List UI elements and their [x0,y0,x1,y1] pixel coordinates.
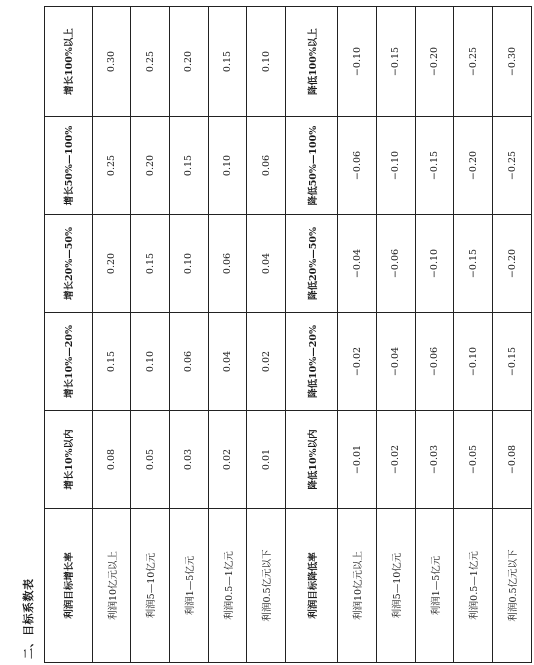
section-heading: 二、目标系数表 [22,578,35,659]
table-cell: 0.02 [208,411,247,509]
table-cell: 0.06 [170,313,209,411]
table-cell: −0.10 [415,215,454,313]
table-cell: 0.04 [208,313,247,411]
row-label: 利润0.5亿元以下 [247,509,286,663]
table-cell: 0.15 [170,117,209,215]
table-row [208,7,247,663]
table-cell: 0.20 [131,117,170,215]
table-cell: 0.15 [208,7,247,117]
table-cell: −0.15 [493,313,532,411]
table-cell: −0.25 [454,7,493,117]
table-cell: 0.10 [170,215,209,313]
table-cell: −0.10 [338,7,377,117]
header-cell: 降低10%—20% [286,313,338,411]
table-cell: −0.30 [493,7,532,117]
row-label: 利润0.5亿元以下 [493,509,532,663]
table-cell: 0.20 [170,7,209,117]
header-cell: 降低10%以内 [286,411,338,509]
table-row [170,7,209,663]
table-cell: −0.20 [454,117,493,215]
table-row [454,7,493,663]
table-cell: 0.10 [247,7,286,117]
header-cell: 增长10%—20% [45,313,93,411]
table-row [377,7,416,663]
table-cell: 0.02 [247,313,286,411]
table-cell: 0.01 [247,411,286,509]
table-row [131,7,170,663]
table-cell: −0.25 [493,117,532,215]
table-cell: −0.06 [415,313,454,411]
row-label: 利润0.5—1亿元 [454,509,493,663]
table-cell: 0.06 [208,215,247,313]
increase-header-row [45,7,93,663]
table-cell: −0.20 [415,7,454,117]
table-cell: 0.25 [92,117,131,215]
table-cell: −0.08 [493,411,532,509]
table-row [247,7,286,663]
table-cell: 0.04 [247,215,286,313]
table-cell: 0.20 [92,215,131,313]
header-cell: 利润目标降低率 [286,509,338,663]
table-row [338,7,377,663]
table-cell: −0.20 [493,215,532,313]
row-label: 利润10亿元以上 [338,509,377,663]
table-cell: −0.10 [377,117,416,215]
header-cell: 增长10%以内 [45,411,93,509]
table-cell: 0.03 [170,411,209,509]
table-cell: −0.02 [338,313,377,411]
table-cell: −0.02 [377,411,416,509]
decrease-header-row [286,7,338,663]
row-label: 利润5—10亿元 [131,509,170,663]
table-cell: −0.10 [454,313,493,411]
row-label: 利润0.5—1亿元 [208,509,247,663]
header-cell: 降低100%以上 [286,7,338,117]
row-label: 利润5—10亿元 [377,509,416,663]
table-cell: −0.03 [415,411,454,509]
header-cell: 增长100%以上 [45,7,93,117]
header-cell: 降低20%—50% [286,215,338,313]
table-row [493,7,532,663]
table-cell: −0.15 [454,215,493,313]
table-cell: −0.15 [415,117,454,215]
table-cell: −0.06 [338,117,377,215]
table-cell: 0.30 [92,7,131,117]
row-label: 利润1—5亿元 [415,509,454,663]
coefficient-table [44,6,532,663]
header-cell: 增长20%—50% [45,215,93,313]
table-row [92,7,131,663]
table-cell: 0.05 [131,411,170,509]
table-cell: 0.10 [131,313,170,411]
table-cell: 0.06 [247,117,286,215]
header-cell: 利润目标增长率 [45,509,93,663]
table-cell: −0.01 [338,411,377,509]
table-cell: 0.15 [131,215,170,313]
row-label: 利润1—5亿元 [170,509,209,663]
table-cell: −0.04 [377,313,416,411]
table-cell: 0.25 [131,7,170,117]
table-cell: 0.08 [92,411,131,509]
table-cell: 0.10 [208,117,247,215]
table-cell: −0.15 [377,7,416,117]
header-cell: 增长50%—100% [45,117,93,215]
table-cell: −0.04 [338,215,377,313]
row-label: 利润10亿元以上 [92,509,131,663]
table-cell: 0.15 [92,313,131,411]
table-row [415,7,454,663]
header-cell: 降低50%—100% [286,117,338,215]
table-cell: −0.05 [454,411,493,509]
table-cell: −0.06 [377,215,416,313]
